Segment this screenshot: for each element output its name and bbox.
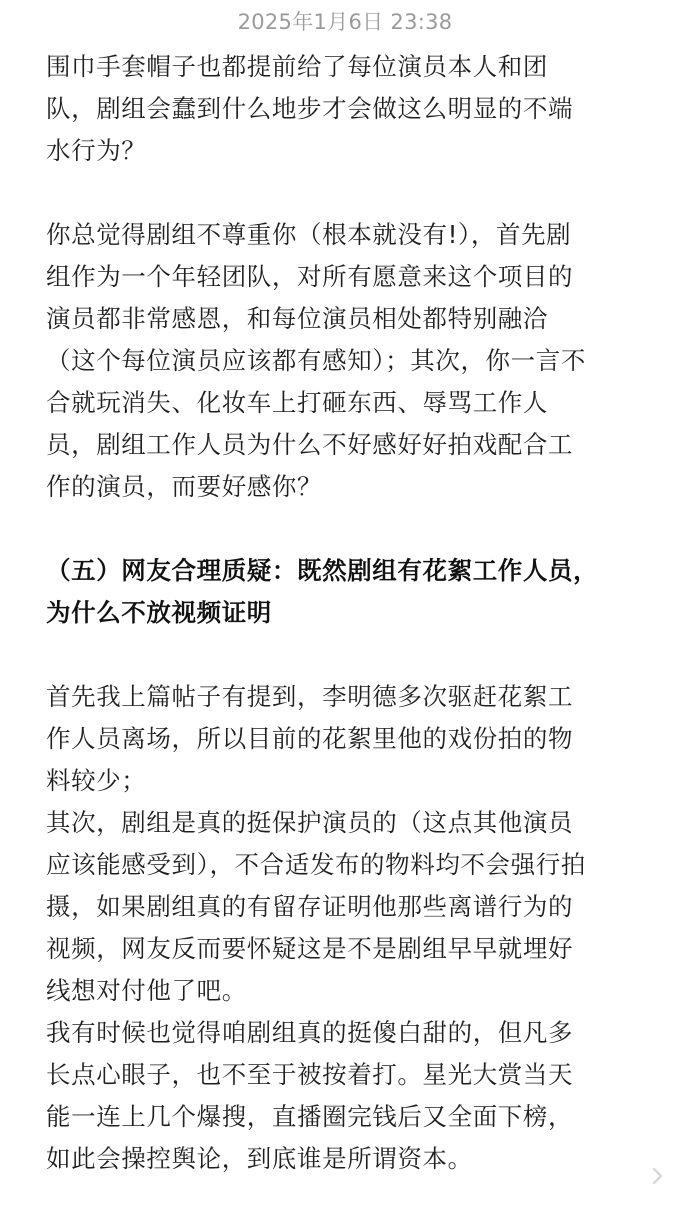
paragraph-line: 线想对付他了吧。 — [46, 976, 247, 1005]
paragraph-line: 作人员离场，所以目前的花絮里他的戏份拍的物 — [46, 724, 574, 753]
paragraph-1 — [46, 46, 656, 172]
paragraph-line: 长点心眼子，也不至于被按着打。星光大赏当天 — [46, 1060, 574, 1089]
paragraph-line: 其次，剧组是真的挺保护演员的（这点其他演员 — [46, 808, 574, 837]
post-body — [46, 46, 656, 1180]
chevron-right-icon-svg — [646, 1165, 668, 1187]
paragraph-line: 首先我上篇帖子有提到，李明德多次驱赶花絮工 — [46, 682, 574, 711]
paragraph-spacer — [46, 172, 656, 214]
paragraph-spacer — [46, 508, 656, 550]
paragraph-line: 应该能感受到），不合适发布的物料均不会强行拍 — [46, 850, 586, 879]
section-heading — [46, 550, 656, 634]
paragraph-line: （这个每位演员应该都有感知）；其次，你一言不 — [46, 346, 586, 375]
paragraph-line: 演员都非常感恩，和每位演员相处都特别融洽 — [46, 304, 548, 333]
paragraph-line: 料较少； — [46, 766, 147, 795]
paragraph-spacer — [46, 634, 656, 676]
paragraph-line: 能一连上几个爆搜，直播圈完钱后又全面下榜， — [46, 1102, 574, 1131]
paragraph-line: 视频，网友反而要怀疑这是不是剧组早早就埋好 — [46, 934, 574, 963]
paragraph-line: 我有时候也觉得咱剧组真的挺傻白甜的，但凡多 — [46, 1018, 574, 1047]
paragraph-line: 组作为一个年轻团队，对所有愿意来这个项目的 — [46, 262, 574, 291]
paragraph-line: 合就玩消失、化妆车上打砸东西、辱骂工作人 — [46, 388, 548, 417]
chevron-right-icon[interactable] — [646, 1165, 668, 1187]
paragraph-line: 队，剧组会蠢到什么地步才会做这么明显的不端 — [46, 94, 574, 123]
paragraph-4 — [46, 676, 656, 1180]
post-timestamp: 2025年1月6日 23:38 — [237, 10, 453, 34]
heading-line: 为什么不放视频证明 — [46, 598, 272, 627]
paragraph-line: 如此会操控舆论，到底谁是所谓资本。 — [46, 1144, 473, 1173]
paragraph-line: 围巾手套帽子也都提前给了每位演员本人和团 — [46, 52, 548, 81]
paragraph-2 — [46, 214, 656, 508]
paragraph-line: 摄，如果剧组真的有留存证明他那些离谱行为的 — [46, 892, 574, 921]
paragraph-line: 员，剧组工作人员为什么不好感好好拍戏配合工 — [46, 430, 574, 459]
paragraph-line: 作的演员，而要好感你？ — [46, 472, 323, 501]
paragraph-line: 你总觉得剧组不尊重你（根本就没有!），首先剧 — [46, 220, 572, 249]
heading-line: （五）网友合理质疑：既然剧组有花絮工作人员， — [46, 556, 599, 585]
paragraph-line: 水行为？ — [46, 136, 147, 165]
